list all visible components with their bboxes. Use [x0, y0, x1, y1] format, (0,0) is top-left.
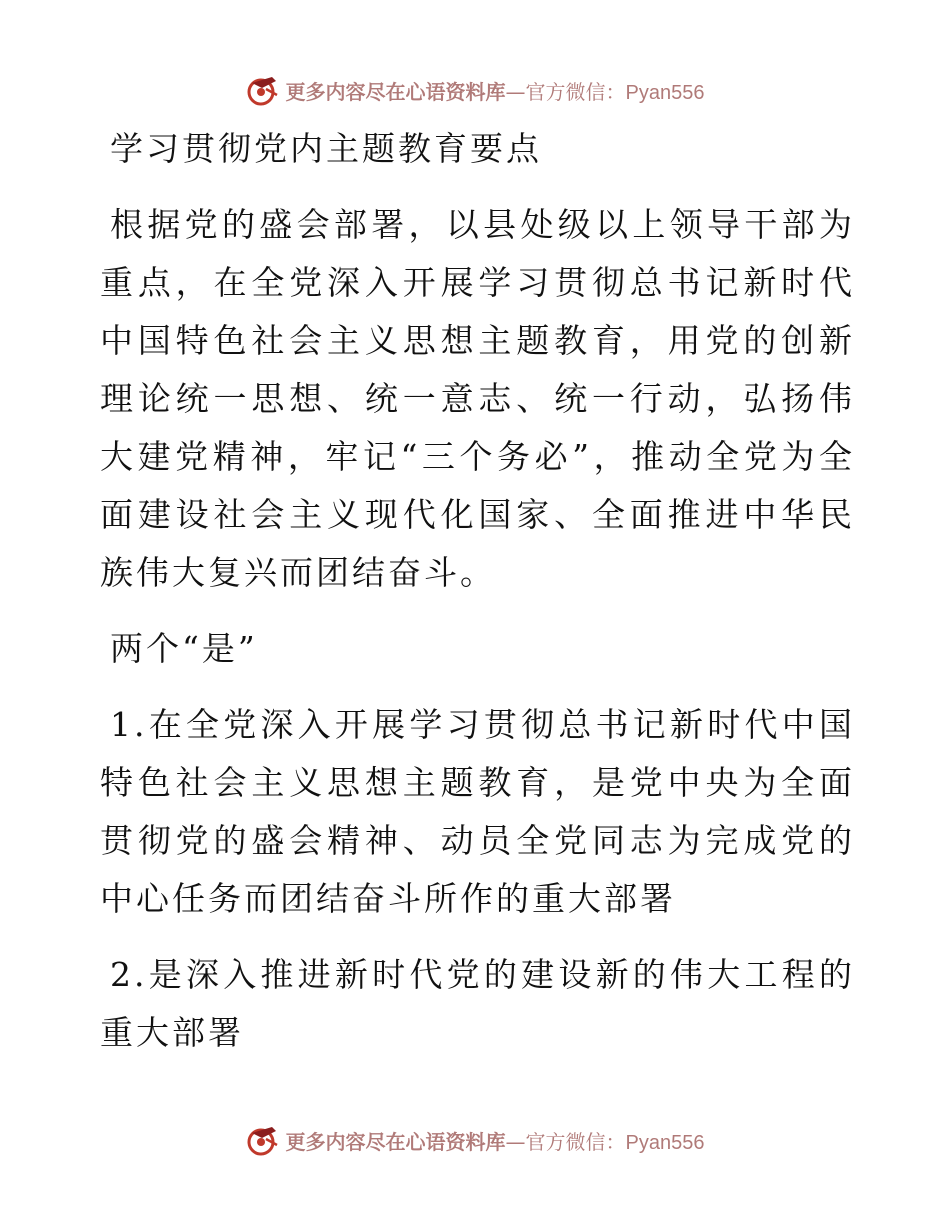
intro-paragraph: 根据党的盛会部署，以县处级以上领导干部为重点，在全党深入开展学习贯彻总书记新时代中国特色社会主义思想主题教育，用党的创新理论统一思想、统一意志、统一行动，弘扬伟大建党精神，牢记“三个务必”，推动全党为全面建设社会主义现代化国家、全面推进中华民族伟大复兴而团结奋斗。 [100, 205, 855, 592]
document-title: 学习贯彻党内主题教育要点 [110, 129, 542, 168]
footer-wechat-id: Pyan556 [625, 1131, 705, 1154]
header-banner-separator: — [505, 79, 526, 104]
brand-logo-icon [246, 1123, 280, 1157]
list-item-2: 2.是深入推进新时代党的建设新的伟大工程的重大部署 [100, 955, 855, 1052]
header-banner [0, 68, 950, 112]
header-wechat-label: 官方微信： [525, 79, 626, 104]
footer-banner-main: 更多内容尽在心语资料库 [285, 1129, 506, 1154]
header-wechat-id: Pyan556 [625, 81, 705, 104]
footer-banner [0, 1118, 950, 1162]
footer-banner-separator: — [505, 1129, 526, 1154]
list-item-1: 1.在全党深入开展学习贯彻总书记新时代中国特色社会主义思想主题教育，是党中央为全面贯彻党的盛会精神、动员全党同志为完成党的中心任务而团结奋斗所作的重大部署 [100, 705, 855, 918]
brand-logo-icon [246, 73, 280, 107]
footer-wechat-label: 官方微信： [525, 1129, 626, 1154]
section-heading: 两个“是” [110, 629, 258, 668]
header-banner-main: 更多内容尽在心语资料库 [285, 79, 506, 104]
document-body [100, 120, 855, 1062]
